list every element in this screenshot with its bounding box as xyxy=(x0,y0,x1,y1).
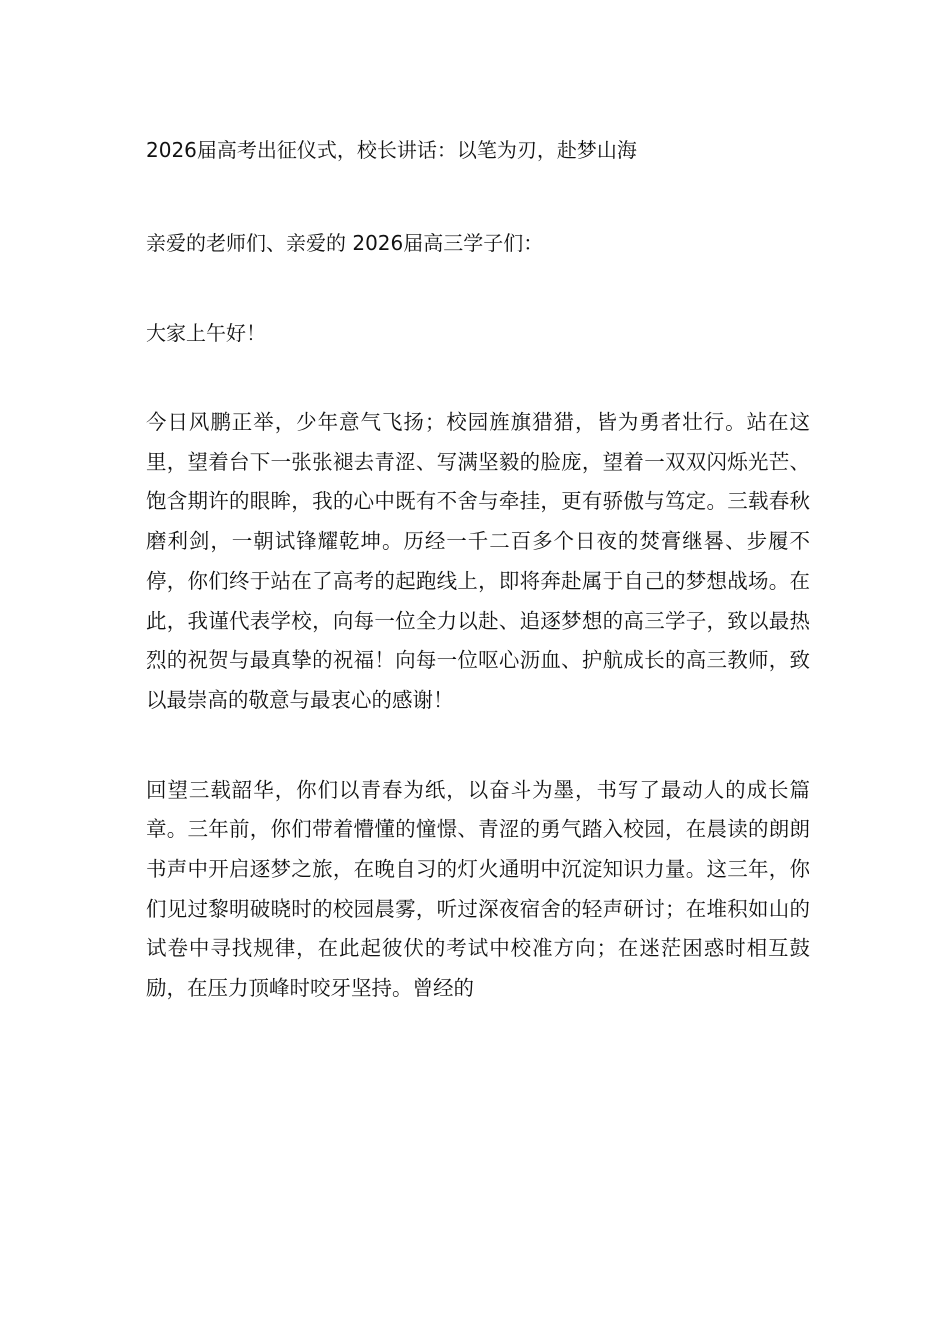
document-body xyxy=(146,130,810,1009)
greeting: 大家上午好！ xyxy=(146,321,266,345)
document-title: 2026届高考出征仪式，校长讲话：以笔为刃，赴梦山海 xyxy=(146,138,637,162)
paragraph-1: 今日风鹏正举，少年意气飞扬；校园旌旗猎猎，皆为勇者壮行。站在这里，望着台下一张张褪去青涩、写满坚毅的脸庞，望着一双双闪烁光芒、饱含期许的眼眸，我的心中既有不舍与牵挂，更有骄傲与笃定。三载春秋磨利剑，一朝试锋耀乾坤。历经一千二百多个日夜的焚膏继晷、步履不停，你们终于站在了高考的起跑线上，即将奔赴属于自己的梦想战场。在此，我谨代表学校，向每一位全力以赴、追逐梦想的高三学子，致以最热烈的祝贺与最真挚的祝福！向每一位呕心沥血、护航成长的高三教师，致以最崇高的敬意与最衷心的感谢！ xyxy=(146,410,810,712)
salutation: 亲爱的老师们、亲爱的 2026届高三学子们： xyxy=(146,231,544,255)
paragraph-2: 回望三载韶华，你们以青春为纸，以奋斗为墨，书写了最动人的成长篇章。三年前，你们带着懵懂的憧憬、青涩的勇气踏入校园，在晨读的朗朗书声中开启逐梦之旅，在晚自习的灯火通明中沉淀知识力量。这三年，你们见过黎明破晓时的校园晨雾，听过深夜宿舍的轻声研讨；在堆积如山的试卷中寻找规律，在此起彼伏的考试中校准方向；在迷茫困惑时相互鼓励，在压力顶峰时咬牙坚持。曾经的 xyxy=(146,777,810,1001)
